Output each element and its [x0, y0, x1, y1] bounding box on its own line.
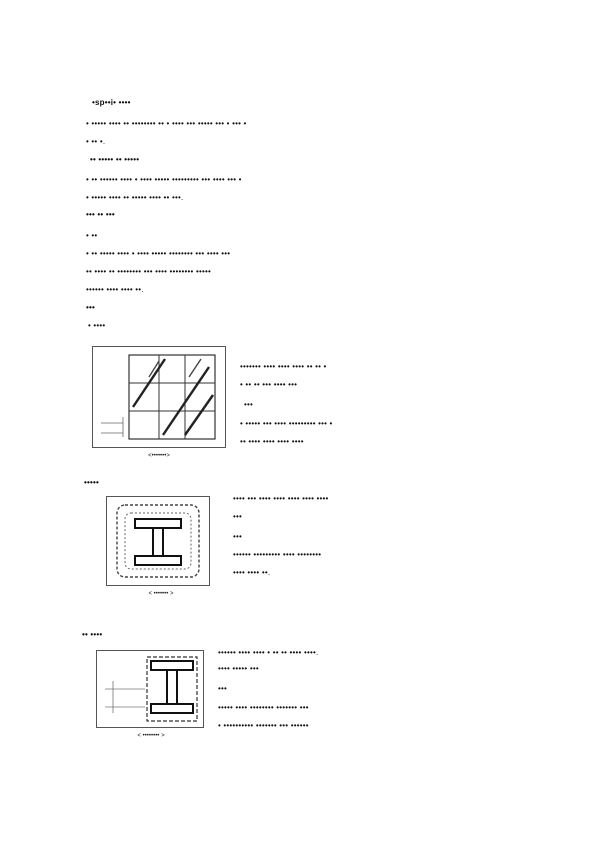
figure-2-diagram [106, 496, 210, 586]
figure-2-drawing [107, 497, 209, 585]
figure-3-diagram [96, 650, 204, 728]
section-3-para-line-2: •• •••• •• •••••••• ••• •••• •••••••• ••••• [86, 267, 211, 276]
figure-3-drawing [97, 651, 203, 727]
section-3-para-line-3: •••••• •••• •••• ••. [86, 285, 144, 294]
figure-2-heading: ••••• [84, 478, 100, 487]
figure-3-text-line-4: ••••• •••• •••••••• ••••••• ••• [218, 703, 309, 712]
figure-3-text-line-5: • •••••••••• ••••••• ••• •••••• [218, 721, 309, 730]
section-4-subheading: • •••• [88, 321, 106, 330]
section-2-heading: •• ••••• •• ••••• [90, 155, 140, 164]
figure-2-text-line-2: ••• [233, 512, 243, 521]
figure-2-caption: < ••••••• > [148, 591, 174, 597]
section-3-heading: ••• •• ••• [86, 210, 115, 219]
figure-2-text-line-5: •••• •••• ••. [233, 568, 271, 577]
figure-1-text-line-4: • ••••• ••• •••• ••••••••• ••• • [240, 419, 333, 428]
figure-2-text-line-4: •••••• ••••••••• •••• •••••••• [233, 550, 322, 559]
figure-1-text-line-2: • •• •• ••• •••• ••• [240, 380, 298, 389]
section-1-heading: •sp••i• •••• [92, 98, 131, 107]
figure-3-caption: < •••••••• > [137, 733, 165, 739]
figure-1-text-line-5: •• •••• •••• •••• •••• [240, 437, 304, 446]
figure-3-text-line-1: •••••• •••• •••• • •• •• •••• ••••. [218, 648, 319, 657]
section-3-subheading: • •• [86, 231, 98, 240]
section-2-para-line-1: • •• •••••• •••• • •••• ••••• ••••••••• ••• •••• ••• • [86, 175, 242, 184]
figure-1-text-line-3: ••• [244, 400, 254, 409]
figure-1-diagram [92, 346, 226, 448]
figure-3-heading: •• •••• [82, 630, 103, 639]
figure-1-text-line-1: ••••••• •••• •••• •••• •• •• • [240, 362, 327, 371]
figure-3-text-line-2: •••• ••••• ••• [218, 664, 259, 673]
figure-1-caption: <•••••••> [148, 453, 170, 459]
figure-2-text-line-1: •••• ••• •••• •••• •••• •••• •••• [233, 494, 329, 503]
figure-2-text-line-3: ••• [233, 532, 243, 541]
section-3-para-line-1: • •• ••••• •••• • •••• ••••• •••••••• ••• •••• ••• [86, 249, 231, 258]
figure-3-text-line-3: ••• [218, 684, 228, 693]
section-1-para-line-2: • •• •. [86, 137, 106, 146]
figure-1-drawing [93, 347, 225, 447]
section-1-para-line-1: • ••••• •••• •• •••••••• •• • •••• ••• ••••• ••• • ••• • [86, 119, 247, 128]
section-2-para-line-2: • ••••• •••• •• ••••• •••• •• •••. [86, 193, 184, 202]
section-4-heading: ••• [86, 303, 96, 312]
